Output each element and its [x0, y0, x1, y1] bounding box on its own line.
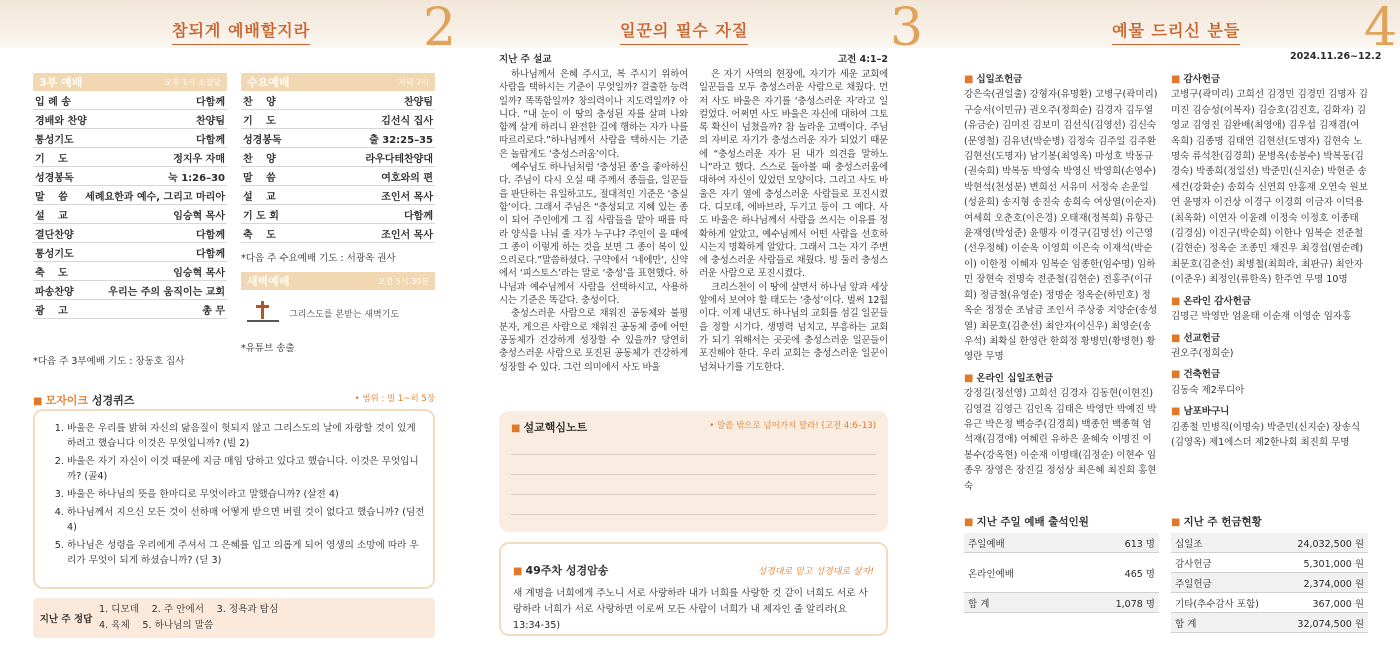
schedule-value: 김선식 집사 [381, 115, 433, 127]
schedule-value: 임승혁 목사 [173, 267, 225, 279]
table-label: 온라인예배 [968, 568, 1014, 580]
table-label: 주일헌금 [1175, 578, 1212, 590]
answers-line1: 1. 디모데 2. 주 안에서 3. 정욕과 탐심 [99, 604, 279, 615]
schedule-value: 찬양팀 [404, 96, 433, 108]
offering-donor-names: 김종철 민병직(이명숙) 박준민(신지순) 장송식(김영옥) 제1에스더 제2한나회 최진희 무명 [1171, 421, 1361, 448]
table-row [1171, 573, 1368, 593]
schedule-row [241, 148, 435, 167]
sermon-column-1 [499, 68, 688, 404]
service3-header: 3부 예배 오후 1시 소강당 [33, 73, 227, 91]
table-label: 십일조 [1175, 538, 1203, 550]
offering-section-label: 감사헌금 [1183, 74, 1221, 85]
schedule-value: 조인서 목사 [381, 191, 433, 203]
schedule-value: 찬양팀 [196, 115, 225, 127]
table-value: 24,032,500 원 [1297, 538, 1364, 550]
table-row [964, 533, 1159, 553]
offering-section-title: ■ 온라인 감사헌금 [1171, 295, 1251, 307]
table-value: 2,374,000 원 [1303, 578, 1364, 590]
offering-section-title: ■ 감사헌금 [1171, 74, 1221, 85]
schedule-value: 다함께 [196, 248, 225, 260]
offering-section-label: 선교헌금 [1183, 332, 1221, 344]
offering-section-label: 십일조헌금 [976, 74, 1023, 85]
schedule-row [33, 205, 227, 224]
sermon-header: 지난 주 설교 고전 4:1–2 [499, 54, 888, 65]
schedule-value: 다함께 [196, 134, 225, 146]
quiz-question: 1. 바울은 우리를 밝혀 자신의 닮음질이 헛되지 않고 그리스도의 날에 자랑할 것이 있게 하려고 했습니다 이것은 무엇입니까? (빌 2) [67, 421, 425, 451]
offerings-left-column [964, 70, 1159, 494]
quiz-answers: 지난 주 정답 1. 디모데 2. 주 안에서 3. 정욕과 탐심 4. 육체 5. 하나님의 말씀 [33, 598, 435, 638]
sermon-paragraph: 은 자기 사역의 현장에, 자기가 세운 교회에 일꾼들을 모두 충성스러운 사람으로 채웠다. 먼저 사도 바울은 자기를 ‘충성스러운 자’라고 일컬었다. 어쩌면 사도 바울은 자신에 대하여 그토록 확신이 넘쳤을까? 참 놀라운 고백이다. 주님의 자비로 자기가 충성스러운 자가 되었기 때문에 “충성스러운 자가 된 내가 의견을 말하노니”라고 했다. 스스로 돌아볼 때 충성스러움에 대하여 자신이 있었던 모양이다. 그리고 사도 바울은 자기 옆에 충성스러운 사람들로 포진시켰다. 디모데, 에바브라, 두기고 등이 그 예다. 사도 바울은 하나님께서 사람을 쓰시는 이유를 정확하게 알았고, 예수님께서 어떤 사람을 선호하시는지 명확하게 알았다. 그래서 그는 자기 주변에 충성스러운 사람들로 채웠다. 빙 둘러 충성스러운 사람으로 포진시켰다. [699, 69, 888, 280]
quiz-box [33, 409, 435, 589]
sermon-columns [499, 68, 888, 404]
offering-donor-names: 김동숙 제2루디아 [1171, 384, 1245, 396]
table-value: 1,078 명 [1115, 598, 1155, 610]
offering-donor-names: 고병구(곽미리) 고희선 김경민 김경민 김명자 김미진 김승성(이복자) 김승호(김진호, 김화자) 김영교 김영진 김완배(최영애) 김우섭 김재겸(여옥희) 김종명 김태연 김현선(도명자) 김현숙 노명숙 류석찬(김경희) 문병옥(송봉수) 박복동(김경숙) 박종희(정일선) 박준민(신지순) 박현준 송세건(강화순) 송희숙 신연희 안홍재 오연숙 원보연 윤명자 이건상 이경구 이경희 이금자 이덕용(최옥화) 이연자 이윤례 이정숙 이정호 이종태(김경심) 이진구(박순희) 이한나 임복순 전준철(김현순) 정옥순 조종민 채진우 최경섭(염순례) 최문호(김춘선) 최병철(최희라, 최판규) 최안자(이준우) 최정인(류한옥) 한주연 무명 10명 [1171, 89, 1368, 286]
schedule-item: 입 례 송 [35, 96, 71, 108]
offering-date-range: 2024.11.26~12.2 [1290, 51, 1382, 62]
schedule-row [33, 148, 227, 167]
schedule-value: 다함께 [196, 229, 225, 241]
schedule-value: 출 32:25–35 [369, 134, 433, 146]
table-label: 합 계 [968, 598, 990, 610]
attendance-table: ■ 지난 주일 예배 출석인원 주일예배 613 명 온라인예배 465 명 합 계 1,078 명 [964, 514, 1159, 613]
table-label: 주일예배 [968, 538, 1005, 550]
schedule-item: 설 교 [243, 191, 276, 203]
wednesday-rows [241, 91, 435, 243]
schedule-value: 여호와의 편 [381, 172, 433, 184]
schedule-row [33, 300, 227, 319]
offering-section-label: 건축헌금 [1183, 369, 1221, 381]
quiz-question: 4. 하나님께서 지으신 모든 것이 선하매 어떻게 받으면 버릴 것이 없다고 했습니까? (딤전 4) [67, 505, 425, 535]
schedule-row [241, 205, 435, 224]
offering-summary-table: ■ 지난 주 헌금현황 십일조 24,032,500 원 감사헌금 5,301,000 원 주일헌금 2,374,000 원 기타(추수감사 포함) 367,000 원 합 계 32,074,500 원 [1171, 514, 1368, 633]
wednesday-schedule [241, 73, 435, 354]
offering-section-title: ■ 선교헌금 [1171, 332, 1221, 344]
page3-number: 4 [1364, 0, 1398, 58]
memory-verse-box: ■ 49주차 성경암송 성경대로 믿고 성경대로 살자! 새 계명을 너희에게 주노니 서로 사랑하라 내가 너희를 사랑한 것 같이 너희도 서로 사랑하라 너희가 서로 사랑하면 이로써 모든 사람이 너희가 내 제자인 줄 알리라(요 13:34-35) [499, 542, 888, 636]
sermon-paragraph: 하나님께서 은혜 주시고, 복 주시기 위하여 사람을 택하시는 기준이 무엇일까? 걸출한 능력일까? 똑똑함일까? 창의력이나 지도력일까? 아니다. “내 눈이 이 땅의 충성된 자를 살펴 나와 함께 살게 하리니 완전한 길에 행하는 자가 나를 따르리로다.”하나님께서 사람을 택하시는 기준은 놀랍게도 ‘충성스러움’이다. [499, 69, 688, 160]
quiz-list [49, 421, 425, 568]
table-row [964, 593, 1159, 613]
offering-section-label: 온라인 감사헌금 [1183, 295, 1251, 307]
cross-icon [245, 301, 281, 325]
table-value: 32,074,500 원 [1297, 618, 1364, 630]
offerings-right-column [1171, 70, 1368, 450]
schedule-item: 성경봉독 [35, 172, 74, 184]
schedule-row [33, 186, 227, 205]
table-label: 합 계 [1175, 618, 1197, 630]
schedule-value: 다함께 [196, 96, 225, 108]
table-value: 465 명 [1124, 568, 1155, 580]
schedule-item: 광 고 [35, 305, 68, 317]
table-row [1171, 593, 1368, 613]
page1-number: 2 [423, 0, 457, 58]
schedule-value: 라우다테찬양대 [365, 153, 433, 165]
schedule-row [33, 110, 227, 129]
schedule-row [241, 110, 435, 129]
schedule-item: 말 씀 [243, 172, 276, 184]
page2-number: 3 [890, 0, 924, 58]
sermon-column-2 [699, 68, 888, 404]
schedule-item: 기 도 [35, 153, 68, 165]
schedule-item: 기 도 회 [243, 210, 279, 222]
table-row [1171, 613, 1368, 633]
answers-line2: 4. 육체 5. 하나님의 말씀 [99, 620, 214, 631]
schedule-row [241, 186, 435, 205]
dawn-header: 새벽예배 오전 5시 30분 [241, 272, 435, 290]
schedule-row [33, 91, 227, 110]
table-value: 5,301,000 원 [1303, 558, 1364, 570]
schedule-item: 찬 양 [243, 96, 276, 108]
schedule-row [33, 243, 227, 262]
quiz-question: 2. 바울은 자기 자신이 이것 때문에 지금 매임 당하고 있다고 했습니다. 이것은 무엇입니까? (골4) [67, 454, 425, 484]
schedule-item: 축 도 [35, 267, 68, 279]
schedule-row [241, 129, 435, 148]
schedule-row [241, 224, 435, 243]
memory-verse-text: 새 계명을 너희에게 주노니 서로 사랑하라 내가 너희를 사랑한 것 같이 너희도 서로 사랑하라 너희가 서로 사랑하면 이로써 모든 사람이 너희가 내 제자인 줄 알리라(요 13:34-35) [513, 588, 868, 631]
schedule-value: 우리는 주의 움직이는 교회 [108, 286, 225, 298]
schedule-value: 다함께 [404, 210, 433, 222]
schedule-row [33, 262, 227, 281]
offering-section-title: ■ 온라인 십일조헌금 [964, 372, 1054, 384]
schedule-row [241, 91, 435, 110]
offering-donor-names: 강정길(정선영) 고희선 김경자 김동현(이현진) 김영걸 김영근 김인옥 김태은 박영만 박예진 박유근 박은정 백승주(김경희) 백종헌 백종혁 엄석재(김경애) 여혜린 유하은 윤혜숙 이명진 이봉수(강옥현) 이순재 이명태(김정순) 이현수 임종우 장영은 장진길 정성상 최은혜 최진희 홍현숙 [964, 388, 1157, 492]
schedule-item: 결단찬양 [35, 229, 74, 241]
schedule-item: 성경봉독 [243, 134, 282, 146]
offering-section-label: 남포바구니 [1183, 406, 1230, 418]
sermon-paragraph: 예수님도 하나님처럼 ‘충성된 종’을 좋아하신다. 주님이 다시 오실 때 주께서 종들을, 일꾼들을 판단하는 유일하고도, 절대적인 기준은 ‘충실함’이다. 그래서 주님은 “충성되고 지혜 있는 종이 되어 주인에게 그 집 사람들을 맡아 때를 따라 양식을 나눠 줄 자가 누구냐? 주인이 올 때에 그 종이 이렇게 하는 것을 보면 그 종이 복이 있으리로다.”말씀하셨다. 구약에서 ‘네에만’, 신약에서 ‘피스토스’라는 말로 ‘충성’을 표현했다. 하나님과 예수님께서 사람을 선택하시고, 사용하시는 기준은 똑같다. 충성이다. [499, 162, 688, 307]
schedule-item: 찬 양 [243, 153, 276, 165]
schedule-item: 설 교 [35, 210, 68, 222]
quiz-header: ■ 모자이크 성경퀴즈 • 범위 : 빌 1~히 5장 [33, 394, 435, 407]
page2-title: 일꾼의 필수 자질 [620, 18, 748, 41]
schedule-item: 말 씀 [35, 191, 68, 203]
offering-section-label: 온라인 십일조헌금 [976, 372, 1054, 384]
schedule-row [33, 129, 227, 148]
service3-schedule [33, 73, 227, 319]
schedule-item: 기 도 [243, 115, 276, 127]
sermon-paragraph: 충성스러운 사람으로 채워진 공동체와 불평분자, 게으른 사람으로 채워진 공동체 중에 어떤 공동체가 건강하게 성장할 수 있을까? 당연히 충성스러운 사람으로 포진된 공동체가 건강하게 성장할 수 있다. 그런 의미에서 사도 바울 [499, 308, 688, 373]
wednesday-note: *다음 주 수요예배 기도 : 서광옥 권사 [241, 253, 396, 264]
schedule-item: 파송찬양 [35, 286, 74, 298]
quiz-question: 3. 바울은 하나님의 뜻을 한마디로 무엇이라고 말했습니까? (살전 4) [67, 487, 425, 502]
schedule-value: 세례요한과 예수, 그리고 마리아 [85, 191, 225, 203]
wednesday-header: 수요예배 저녁 7시 [241, 73, 435, 91]
page3-title: 예물 드리신 분들 [1112, 18, 1240, 41]
schedule-row [33, 224, 227, 243]
page1-title: 참되게 예배할지라 [172, 18, 310, 41]
schedule-item: 경배와 찬양 [35, 115, 87, 127]
table-row [1171, 533, 1368, 553]
offering-donor-names: 김명근 박영만 엄윤태 이순재 이영순 임자홍 [1171, 311, 1352, 323]
schedule-value: 정지우 자매 [173, 153, 225, 165]
schedule-item: 통성기도 [35, 134, 74, 146]
quiz-question: 5. 하나님은 성령을 우리에게 주셔서 그 은혜를 입고 의롭게 되어 영생의 소망에 따라 우리가 무엇이 되게 하셨습니까? (딛 3) [67, 538, 425, 568]
dawn-logo: 그리스도를 본받는 새벽기도 [241, 300, 435, 326]
offering-donor-names: 권오주(정희순) [1171, 347, 1234, 359]
offering-donor-names: 강은숙(권일출) 강형자(유명환) 고병구(곽미리) 구승서(이민규) 권오주(정희순) 김경자 김두열(유금순) 김미진 김보미 김선식(김영선) 김신숙(문영철) 김유년(박순병) 김정숙 김주일 김주환 김현선(도명자) 남기봉(최영옥) 마성호 박동규(권숙희) 박복동 박영숙 박영신 박영희(손영수) 박현석(천성분) 변희선 서유미 서정숙 손운일(성윤희) 송지형 송진숙 송희숙 여상열(이순자) 여세희 오춘호(이은경) 오태재(정복희) 유항근 윤재영(박성준) 윤행자 이경구(김명선) 이근영(선우정혜) 이순옥 이영희 이은숙 이재석(박순이) 이한정 이혜자 임복순 임종한(임수명) 임하민 장현숙 전명숙 전준철(김현순) 전홍주(이규희) 정금철(유영순) 정명순 정옥순(하민호) 정옥순 정정순 조남금 조인서 주상중 지양순(송성열) 최문호(김춘선) 최안자(이신우) 최영순(송우석) 최확실 한영란 한희정 황병민(황병현) 황영란 무명 [964, 89, 1158, 363]
schedule-value: 총 무 [202, 305, 225, 317]
table-row [964, 553, 1159, 593]
schedule-row [33, 167, 227, 186]
service3-rows [33, 91, 227, 319]
schedule-item: 통성기도 [35, 248, 74, 260]
dawn-note: *유튜브 송출 [241, 343, 295, 354]
schedule-value: 조인서 목사 [381, 229, 433, 241]
sermon-notes-box: ■ 설교핵심노트 • 말씀 밖으로 넘어가지 말라! (고전 4:6–13) [499, 411, 888, 532]
sermon-paragraph: 크리스천이 이 땅에 살면서 하나님 앞과 세상 앞에서 보여야 할 태도는 ‘충성’이다. 벌써 12월이다. 이제 내년도 하나님의 교회를 섬길 일꾼들을 정할 시기다. 생명력 넘치고, 부흥하는 교회가 되기 위해서는 곳곳에 충성스러운 일꾼들이 포진해야 한다. 우리 교회는 충성스러운 일꾼이 넘쳐나기를 기도한다. [699, 281, 888, 373]
schedule-item: 축 도 [243, 229, 276, 241]
schedule-value: 눅 1:26–30 [168, 172, 225, 184]
schedule-row [241, 167, 435, 186]
schedule-value: 임승혁 목사 [173, 210, 225, 222]
table-label: 기타(추수감사 포함) [1175, 598, 1259, 610]
table-row [1171, 553, 1368, 573]
schedule-row [33, 281, 227, 300]
offering-section-title: ■ 건축헌금 [1171, 369, 1221, 381]
table-label: 감사헌금 [1175, 558, 1212, 570]
offering-section-title: ■ 십일조헌금 [964, 74, 1023, 85]
table-value: 367,000 원 [1312, 598, 1364, 610]
offering-section-title: ■ 남포바구니 [1171, 406, 1230, 418]
table-value: 613 명 [1124, 538, 1155, 550]
service3-note: *다음 주 3부예배 기도 : 장동호 집사 [33, 356, 185, 367]
